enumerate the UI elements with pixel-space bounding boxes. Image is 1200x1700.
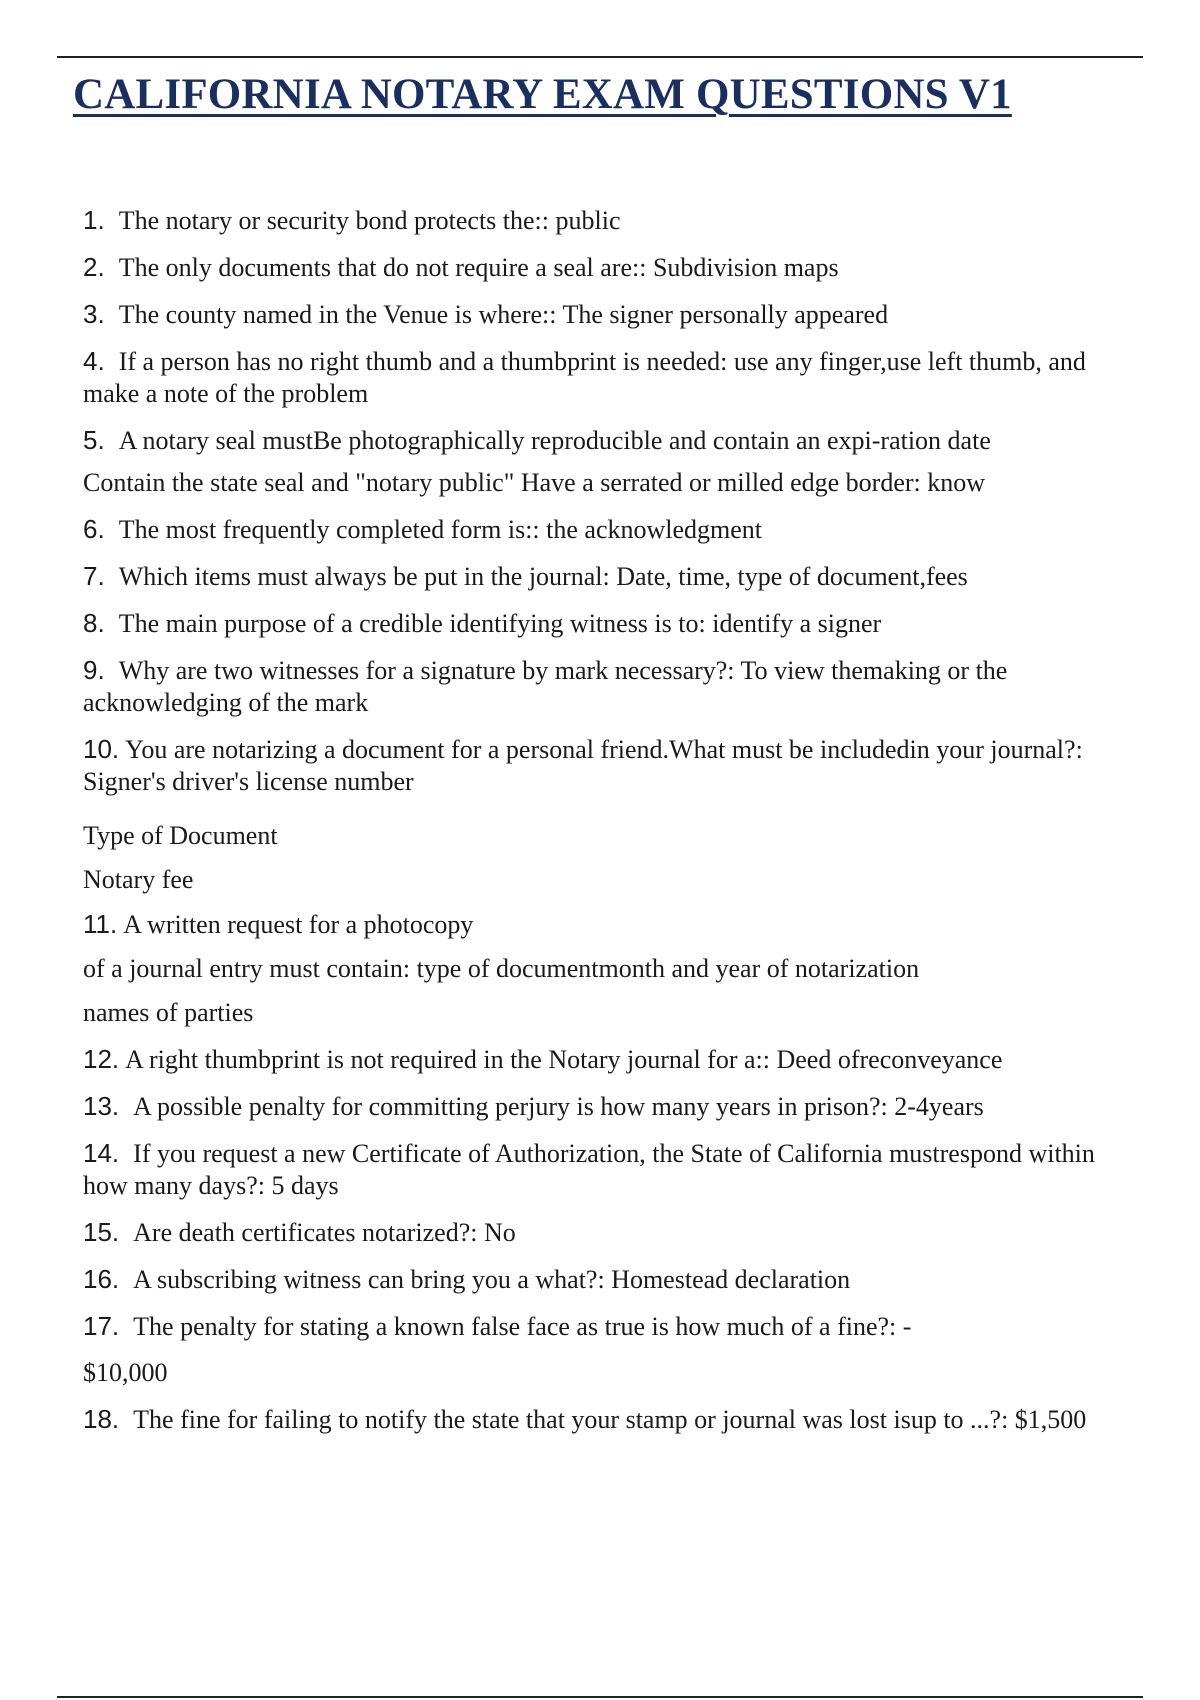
question-number: 18.	[83, 1404, 120, 1434]
question-number: 12.	[83, 1044, 120, 1074]
question-10	[83, 733, 1143, 798]
question-number: 2.	[83, 252, 105, 282]
question-text: The only documents that do not require a seal are:: Subdivision maps	[118, 253, 839, 282]
question-2	[83, 251, 1143, 284]
question-text: Which items must always be put in the journal: Date, time, type of document,fees	[118, 562, 968, 591]
question-number: 13.	[83, 1091, 120, 1121]
question-4	[83, 345, 1143, 410]
question-7	[83, 560, 1143, 593]
question-18	[83, 1403, 1143, 1436]
question-text: A possible penalty for committing perjury is how many years in prison?: 2-4years	[133, 1092, 984, 1121]
question-number: 11.	[83, 909, 118, 939]
question-11-continuation-2: names of parties	[83, 998, 254, 1027]
question-8	[83, 607, 1143, 640]
question-text: The main purpose of a credible identifying witness is to: identify a signer	[118, 609, 882, 638]
question-text: Are death certificates notarized?: No	[133, 1218, 516, 1247]
question-5-continuation: Contain the state seal and "notary public" Have a serrated or milled edge border: know	[83, 468, 986, 497]
question-14	[83, 1137, 1143, 1202]
question-text: If a person has no right thumb and a thumbprint is needed: use any finger,use left thumb, and make a note of the problem	[83, 347, 1086, 408]
question-text: A notary seal mustBe photographically reproducible and contain an expi-ration date	[118, 426, 991, 455]
question-10-continuation-2: Notary fee	[83, 865, 194, 894]
question-text: A written request for a photocopy	[123, 910, 474, 939]
question-5	[83, 424, 1143, 457]
question-number: 8.	[83, 608, 105, 638]
question-number: 7.	[83, 561, 105, 591]
question-text: The county named in the Venue is where:: The signer personally appeared	[118, 300, 889, 329]
question-16	[83, 1263, 1143, 1296]
question-text: The penalty for stating a known false face as true is how much of a fine?: -	[133, 1312, 912, 1341]
question-11-continuation-1: of a journal entry must contain: type of documentmonth and year of notarization	[83, 954, 920, 983]
question-text: A subscribing witness can bring you a what?: Homestead declaration	[133, 1265, 851, 1294]
page-title: CALIFORNIA NOTARY EXAM QUESTIONS V1	[73, 71, 1012, 118]
top-rule	[57, 56, 1143, 58]
question-11	[83, 908, 1143, 941]
question-text: A right thumbprint is not required in the Notary journal for a:: Deed ofreconveyance	[125, 1045, 1003, 1074]
question-13	[83, 1090, 1143, 1123]
question-1	[83, 204, 1143, 237]
question-text: The most frequently completed form is:: the acknowledgment	[118, 515, 763, 544]
question-number: 4.	[83, 346, 105, 376]
question-number: 17.	[83, 1311, 120, 1341]
question-text: Why are two witnesses for a signature by mark necessary?: To view themaking or the acknowledging of the mark	[83, 656, 1008, 717]
question-number: 10.	[83, 734, 120, 764]
question-list	[83, 204, 1143, 1436]
question-9	[83, 654, 1143, 719]
question-10-continuation-1: Type of Document	[83, 821, 278, 850]
question-number: 9.	[83, 655, 105, 685]
question-number: 6.	[83, 514, 105, 544]
question-number: 1.	[83, 205, 105, 235]
question-17	[83, 1310, 1143, 1343]
question-text: The fine for failing to notify the state that your stamp or journal was lost isup to ...?: $1,500	[133, 1405, 1087, 1434]
question-number: 16.	[83, 1264, 120, 1294]
question-15	[83, 1216, 1143, 1249]
question-6	[83, 513, 1143, 546]
question-number: 15.	[83, 1217, 120, 1247]
question-number: 5.	[83, 425, 105, 455]
question-text: If you request a new Certificate of Authorization, the State of California mustrespond within how many days?: 5 days	[83, 1139, 1095, 1200]
question-number: 3.	[83, 299, 105, 329]
question-text: You are notarizing a document for a personal friend.What must be includedin your journal?: Signer's driver's license number	[83, 735, 1083, 796]
question-number: 14.	[83, 1138, 120, 1168]
question-17-continuation: $10,000	[83, 1358, 168, 1387]
bottom-rule	[57, 1696, 1143, 1698]
question-3	[83, 298, 1143, 331]
question-text: The notary or security bond protects the:: public	[118, 206, 621, 235]
question-12	[83, 1043, 1143, 1076]
